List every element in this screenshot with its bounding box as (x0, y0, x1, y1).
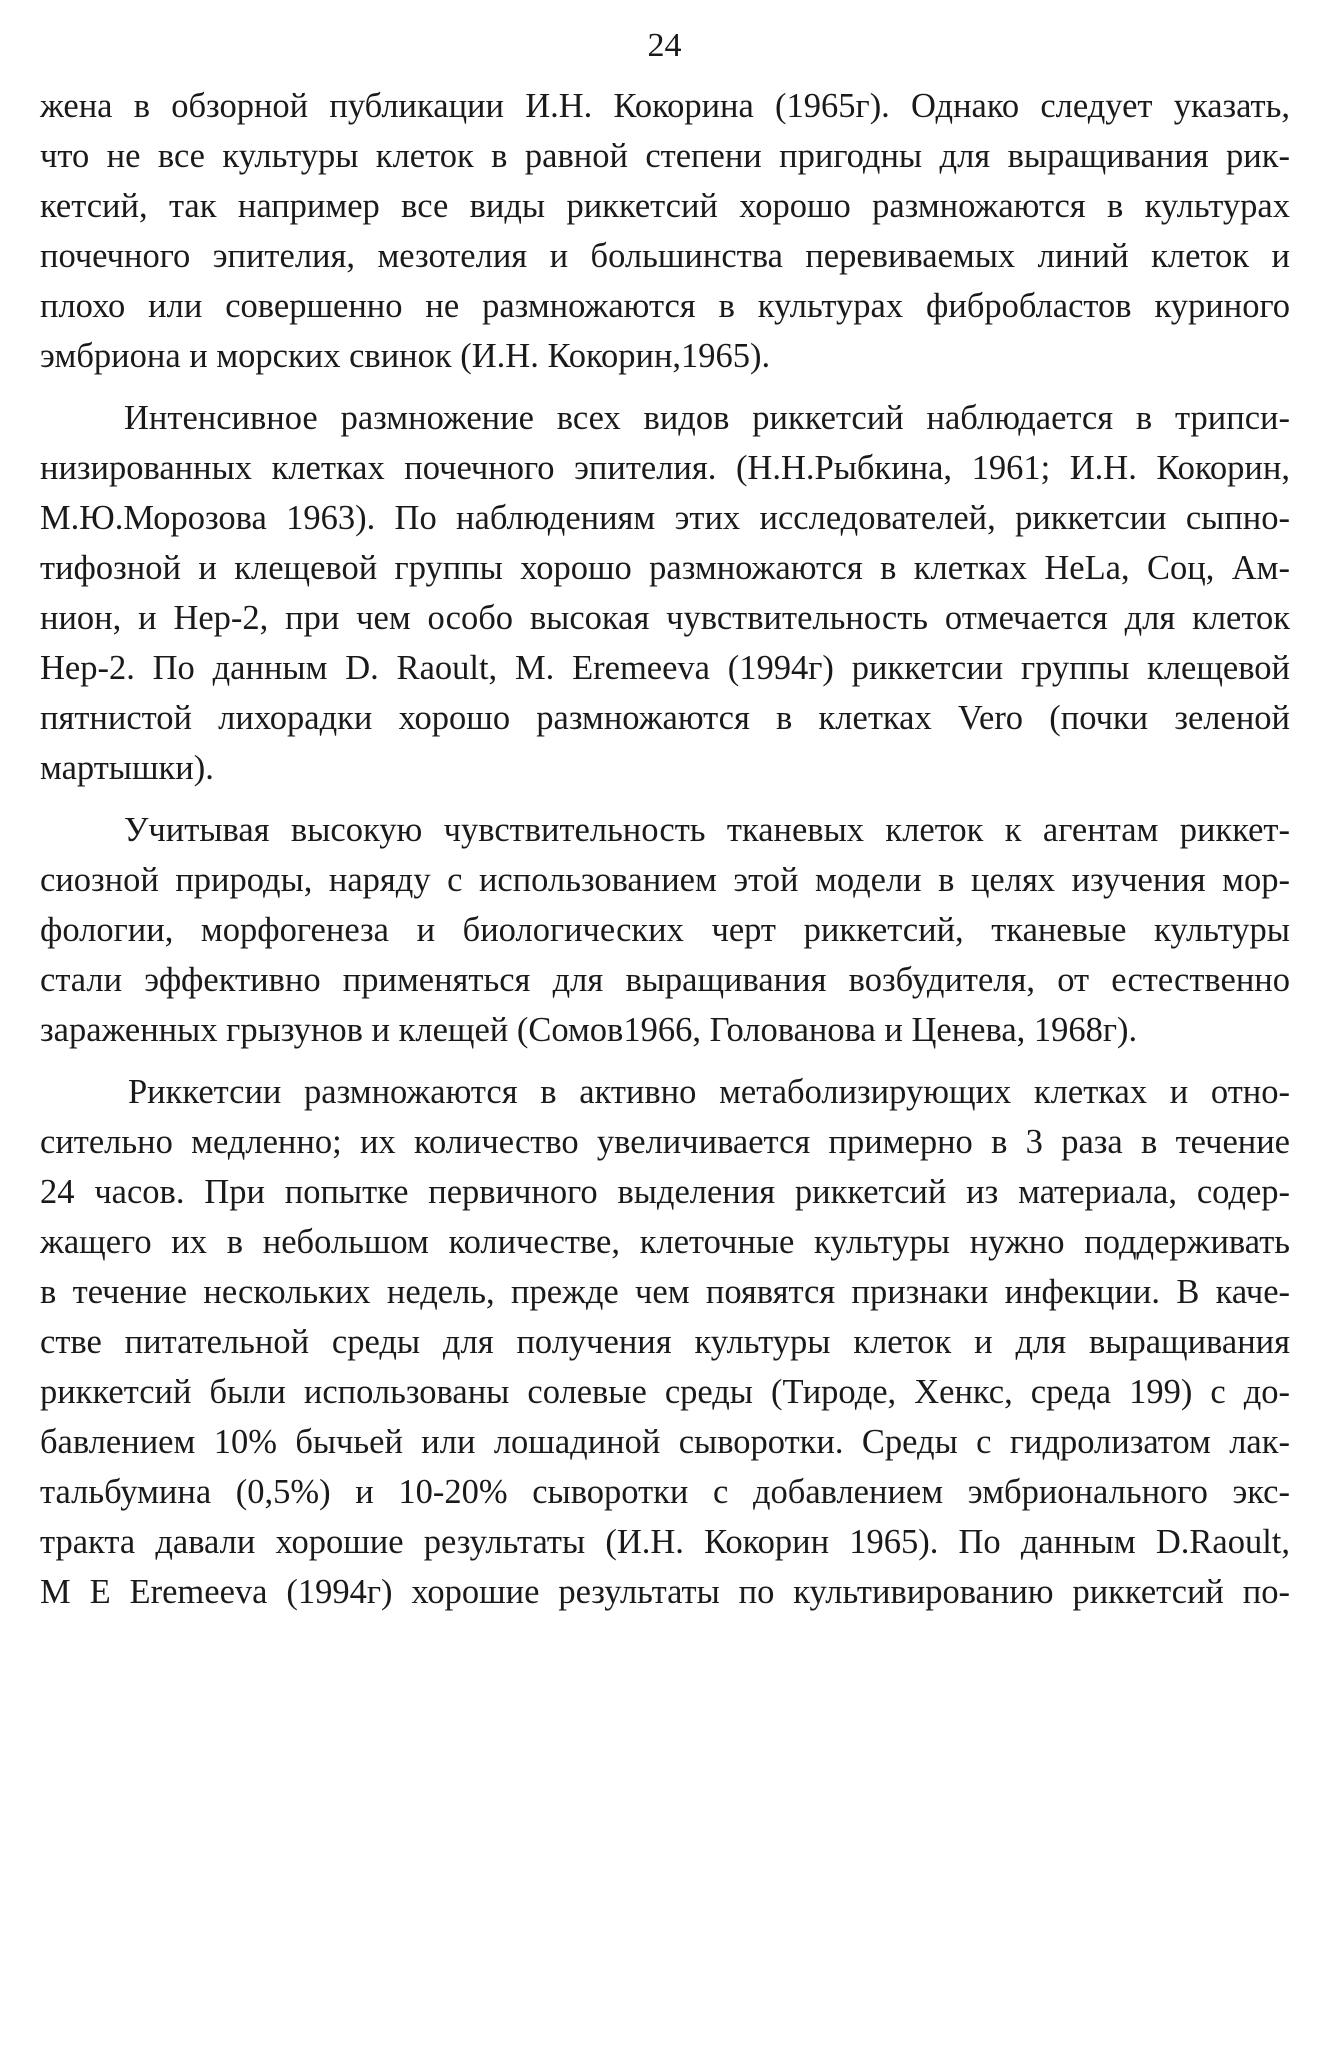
text-line: М.Ю.Морозова 1963). По наблюдениям этих исследователей, риккетсии сыпно- (40, 499, 1290, 537)
text-line: риккетсий были использованы солевые среды (Тироде, Хенкс, среда 199) с до- (40, 1373, 1290, 1411)
text-line: что не все культуры клеток в равной степени пригодны для выращивания рик- (40, 137, 1290, 175)
text-line: 24 часов. При попытке первичного выделения риккетсий из материала, содер- (40, 1173, 1290, 1211)
text-line: бавлением 10% бычьей или лошадиной сыворотки. Среды с гидролизатом лак- (40, 1423, 1290, 1461)
text-line: Интенсивное размножение всех видов риккетсий наблюдается в трипси- (124, 399, 1290, 437)
text-line: Учитывая высокую чувствительность тканевых клеток к агентам риккет- (124, 811, 1290, 849)
text-line: стве питательной среды для получения культуры клеток и для выращивания (40, 1323, 1290, 1361)
text-line: пятнистой лихорадки хорошо размножаются в клетках Vero (почки зеленой (40, 699, 1290, 737)
text-line: жена в обзорной публикации И.Н. Кокорина (1965г). Однако следует указать, (40, 87, 1290, 125)
text-line: эмбриона и морских свинок (И.Н. Кокорин,1965). (40, 337, 771, 375)
text-line: фологии, морфогенеза и биологических черт риккетсий, тканевые культуры (40, 911, 1290, 949)
text-line: плохо или совершенно не размножаются в культурах фибробластов куриного (40, 287, 1290, 325)
text-line: тальбумина (0,5%) и 10-20% сыворотки с добавлением эмбрионального экс- (40, 1473, 1290, 1511)
text-line: сиозной природы, наряду с использованием этой модели в целях изучения мор- (40, 861, 1290, 899)
text-line: зараженных грызунов и клещей (Сомов1966, Голованова и Ценева, 1968г). (40, 1011, 1138, 1049)
text-line: Hep-2. По данным D. Raoult, M. Eremeeva (1994г) риккетсии группы клещевой (40, 649, 1290, 687)
text-line: низированных клетках почечного эпителия. (Н.Н.Рыбкина, 1961; И.Н. Кокорин, (40, 449, 1290, 487)
text-line: сительно медленно; их количество увеличивается примерно в 3 раза в течение (40, 1123, 1290, 1161)
text-line: жащего их в небольшом количестве, клеточные культуры нужно поддерживать (40, 1223, 1290, 1261)
text-line: почечного эпителия, мезотелия и большинства перевиваемых линий клеток и (40, 237, 1290, 275)
text-line: мартышки). (40, 749, 214, 787)
text-line: в течение нескольких недель, прежде чем появятся признаки инфекции. В каче- (40, 1273, 1290, 1311)
page-number: 24 (647, 27, 682, 64)
text-line: М Е Eremeeva (1994г) хорошие результаты по культивированию риккетсий по- (40, 1573, 1290, 1611)
text-line: стали эффективно применяться для выращивания возбудителя, от естественно (40, 961, 1290, 999)
text-line: Риккетсии размножаются в активно метаболизирующих клетках и отно- (128, 1073, 1290, 1111)
text-line: нион, и Hep-2, при чем особо высокая чувствительность отмечается для клеток (40, 599, 1290, 637)
text-line: тифозной и клещевой группы хорошо размножаются в клетках HeLa, Соц, Ам- (40, 549, 1290, 587)
text-line: тракта давали хорошие результаты (И.Н. Кокорин 1965). По данным D.Raoult, (40, 1523, 1290, 1561)
text-line: кетсий, так например все виды риккетсий хорошо размножаются в культурах (40, 187, 1290, 225)
